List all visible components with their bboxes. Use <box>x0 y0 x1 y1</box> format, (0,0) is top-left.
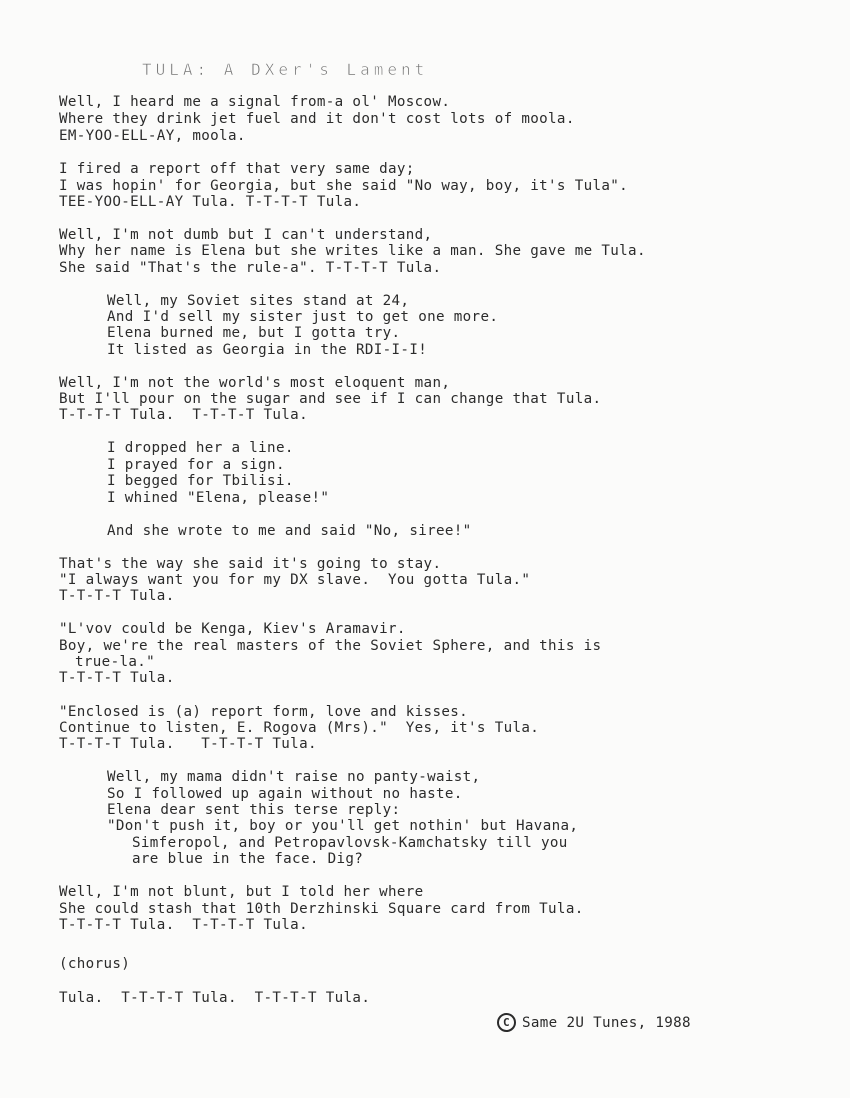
song-title: TULA: A DXer's Lament <box>142 60 429 79</box>
lyric-line: Continue to listen, E. Rogova (Mrs)." Yes, it's Tula. <box>59 720 540 736</box>
lyric-line: Well, my Soviet sites stand at 24, <box>107 293 410 309</box>
lyric-line: Simferopol, and Petropavlovsk-Kamchatsky till you <box>132 835 568 851</box>
lyric-line: I begged for Tbilisi. <box>107 473 294 489</box>
lyric-line: I prayed for a sign. <box>107 457 285 473</box>
lyric-line: "L'vov could be Kenga, Kiev's Aramavir. <box>59 621 406 637</box>
lyric-line: And I'd sell my sister just to get one more. <box>107 309 499 325</box>
lyric-line: T-T-T-T Tula. <box>59 670 175 686</box>
lyric-line: true-la." <box>75 654 156 670</box>
lyric-line: Well, I'm not the world's most eloquent man, <box>59 375 451 391</box>
lyric-line: "Enclosed is (a) report form, love and kisses. <box>59 704 469 720</box>
copyright-notice <box>497 1013 691 1032</box>
lyric-line: Elena dear sent this terse reply: <box>107 802 401 818</box>
lyric-line: T-T-T-T Tula. T-T-T-T Tula. <box>59 407 308 423</box>
lyric-line: "I always want you for my DX slave. You gotta Tula." <box>59 572 531 588</box>
lyric-line: It listed as Georgia in the RDI-I-I! <box>107 342 428 358</box>
lyric-line: Where they drink jet fuel and it don't cost lots of moola. <box>59 111 575 127</box>
lyric-line: Well, I'm not blunt, but I told her where <box>59 884 424 900</box>
lyric-line: Tula. T-T-T-T Tula. T-T-T-T Tula. <box>59 990 371 1006</box>
lyric-line: Elena burned me, but I gotta try. <box>107 325 401 341</box>
copyright-icon: C <box>497 1013 516 1032</box>
copyright-text: Same 2U Tunes, 1988 <box>522 1014 691 1031</box>
lyric-line: So I followed up again without no haste. <box>107 786 463 802</box>
lyric-line: She said "That's the rule-a". T-T-T-T Tula. <box>59 260 442 276</box>
lyric-line: T-T-T-T Tula. <box>59 588 175 604</box>
lyric-line: But I'll pour on the sugar and see if I can change that Tula. <box>59 391 602 407</box>
lyric-line: (chorus) <box>59 956 131 972</box>
lyric-line: I fired a report off that very same day; <box>59 161 415 177</box>
lyric-line: T-T-T-T Tula. T-T-T-T Tula. <box>59 736 317 752</box>
lyric-line: Why her name is Elena but she writes like a man. She gave me Tula. <box>59 243 646 259</box>
lyric-line: Well, I heard me a signal from-a ol' Moscow. <box>59 94 451 110</box>
lyric-line: She could stash that 10th Derzhinski Square card from Tula. <box>59 901 584 917</box>
lyric-line: TEE-YOO-ELL-AY Tula. T-T-T-T Tula. <box>59 194 362 210</box>
lyric-line: I dropped her a line. <box>107 440 294 456</box>
lyric-line: I whined "Elena, please!" <box>107 490 330 506</box>
lyric-line: are blue in the face. Dig? <box>132 851 364 867</box>
lyric-line: Boy, we're the real masters of the Soviet Sphere, and this is <box>59 638 602 654</box>
lyric-line: Well, my mama didn't raise no panty-waist, <box>107 769 481 785</box>
lyric-line: "Don't push it, boy or you'll get nothin' but Havana, <box>107 818 579 834</box>
lyric-line: EM-YOO-ELL-AY, moola. <box>59 128 246 144</box>
lyric-line: Well, I'm not dumb but I can't understand, <box>59 227 433 243</box>
lyric-line: I was hopin' for Georgia, but she said "No way, boy, it's Tula". <box>59 178 629 194</box>
lyric-line: That's the way she said it's going to stay. <box>59 556 442 572</box>
lyric-line: And she wrote to me and said "No, siree!" <box>107 523 472 539</box>
lyric-line: T-T-T-T Tula. T-T-T-T Tula. <box>59 917 308 933</box>
